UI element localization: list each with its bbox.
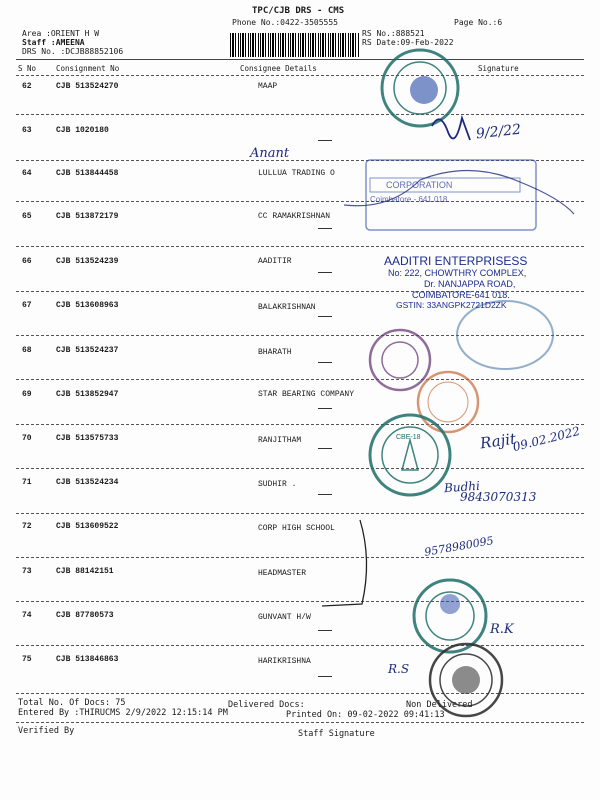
row-consignment: CJB 88142151 (56, 567, 114, 576)
row-sno: 63 (22, 126, 32, 135)
row-sno: 68 (22, 346, 32, 355)
staff-signature: Staff Signature (298, 729, 375, 739)
area-label: Area :ORIENT H W (22, 29, 100, 38)
row-consignee: BALAKRISHNAN (258, 303, 316, 312)
row-consignment: CJB 513846863 (56, 655, 119, 664)
row-consignment: CJB 1020180 (56, 126, 109, 135)
company-stamp-top (382, 50, 458, 126)
row-consignee: BHARATH (258, 348, 292, 357)
handwritten-sign-budhi: Budhi (443, 478, 481, 496)
row-consignment: CJB 513609522 (56, 522, 119, 531)
phone-number: Phone No.:0422-3505555 (232, 18, 338, 27)
handwritten-sign-rk: R.K (490, 622, 514, 637)
page-number: Page No.:6 (454, 18, 503, 27)
row-consignee: HARIKRISHNA (258, 657, 311, 666)
row-consignment: CJB 513575733 (56, 434, 119, 443)
report-title: TPC/CJB DRS - CMS (252, 6, 345, 16)
handwritten-sign-rajit: Rajit (478, 429, 518, 453)
handwritten-anant: Anant (250, 146, 290, 161)
footer-divider (16, 722, 584, 723)
row-sno: 67 (22, 301, 32, 310)
row-consignee: HEADMASTER (258, 569, 307, 578)
row-sno: 65 (22, 212, 32, 221)
row-consignment: CJB 513608963 (56, 301, 119, 310)
rs-date: RS Date:09-Feb-2022 (362, 38, 454, 47)
verified-by: Verified By (18, 726, 75, 736)
col-consignee: Consignee Details (240, 64, 317, 73)
rs-number: RS No.:888521 (362, 29, 425, 38)
row-sno: 72 (22, 522, 32, 531)
aaditri-stamp-line2: Dr. NANJAPPA ROAD, (424, 279, 516, 289)
row-consignee: STAR BEARING COMPANY (258, 390, 355, 399)
row-consignee: MAAP (258, 82, 278, 91)
handwritten-phone1: 9843070313 (460, 490, 537, 504)
row-consignment: CJB 87780573 (56, 611, 114, 620)
drs-number: DRS No. :DCJB88852106 (22, 47, 124, 56)
row-consignee: CC RAMAKRISHNAN (258, 212, 331, 221)
orange-stamp (418, 372, 478, 432)
row-consignment: CJB 513524234 (56, 478, 119, 487)
row-sno: 66 (22, 257, 32, 266)
handwritten-date-mid: 09.02.2022 (511, 423, 582, 455)
row-consignment: CJB 513872179 (56, 212, 119, 221)
delivered-docs: Delivered Docs: (228, 700, 305, 710)
col-signature: Signature (478, 64, 519, 73)
aaditri-stamp-line3: COIMBATORE-641 018. (412, 290, 510, 300)
staff-label: Staff :AMEENA (22, 38, 85, 47)
row-sno: 62 (22, 82, 32, 91)
corporation-stamp-title: CORPORATION (386, 180, 453, 190)
row-consignment: CJB 513852947 (56, 390, 119, 399)
handwritten-date-top: 9/2/22 (475, 121, 522, 143)
aaditri-stamp-name: AADITRI ENTERPRISESS (384, 254, 528, 268)
row-sno: 75 (22, 655, 32, 664)
teal-stamp-bottom (414, 580, 486, 652)
row-consignment: CJB 513524270 (56, 82, 119, 91)
cbe-stamp-text: CBE-18 (396, 434, 421, 441)
row-consignment: CJB 513524239 (56, 257, 119, 266)
row-consignee: RANJITHAM (258, 436, 302, 445)
row-consignee: SUDHIR . (258, 480, 297, 489)
row-consignee: LULLUA TRADING O (258, 169, 335, 178)
handwritten-sign-r: R.S (388, 662, 410, 676)
handwritten-phone2: 9578980095 (423, 534, 495, 559)
row-sno: 71 (22, 478, 32, 487)
row-consignee: GUNVANT H/W (258, 613, 311, 622)
entered-by: Entered By :THIRUCMS 2/9/2022 12:15:14 PM (18, 708, 228, 718)
aaditri-stamp-gstin: GSTIN: 33ANGPK2721D2ZK (396, 300, 507, 310)
row-consignment: CJB 513524237 (56, 346, 119, 355)
printed-on: Printed On: 09-02-2022 09:41:13 (286, 710, 445, 720)
corporation-stamp-address: Coimbatore - 641 018. (370, 195, 450, 204)
col-sno: S No (18, 64, 37, 73)
total-docs: Total No. Of Docs: 75 (18, 698, 126, 708)
row-consignment: CJB 513844458 (56, 169, 119, 178)
row-sno: 70 (22, 434, 32, 443)
row-consignee: CORP HIGH SCHOOL (258, 524, 335, 533)
purple-stamp (370, 330, 430, 390)
bracket-line (322, 520, 367, 606)
row-consignee: AADITIR (258, 257, 292, 266)
teal-stamp (370, 415, 450, 495)
oval-stamp (457, 301, 553, 369)
row-sno: 64 (22, 169, 32, 178)
aaditri-stamp-line1: No: 222, CHOWTHRY COMPLEX, (388, 268, 527, 278)
row-sno: 74 (22, 611, 32, 620)
non-delivered-docs: Non Delivered (406, 700, 473, 710)
row-sno: 73 (22, 567, 32, 576)
row-sno: 69 (22, 390, 32, 399)
col-consignment: Consignment No (56, 64, 120, 73)
